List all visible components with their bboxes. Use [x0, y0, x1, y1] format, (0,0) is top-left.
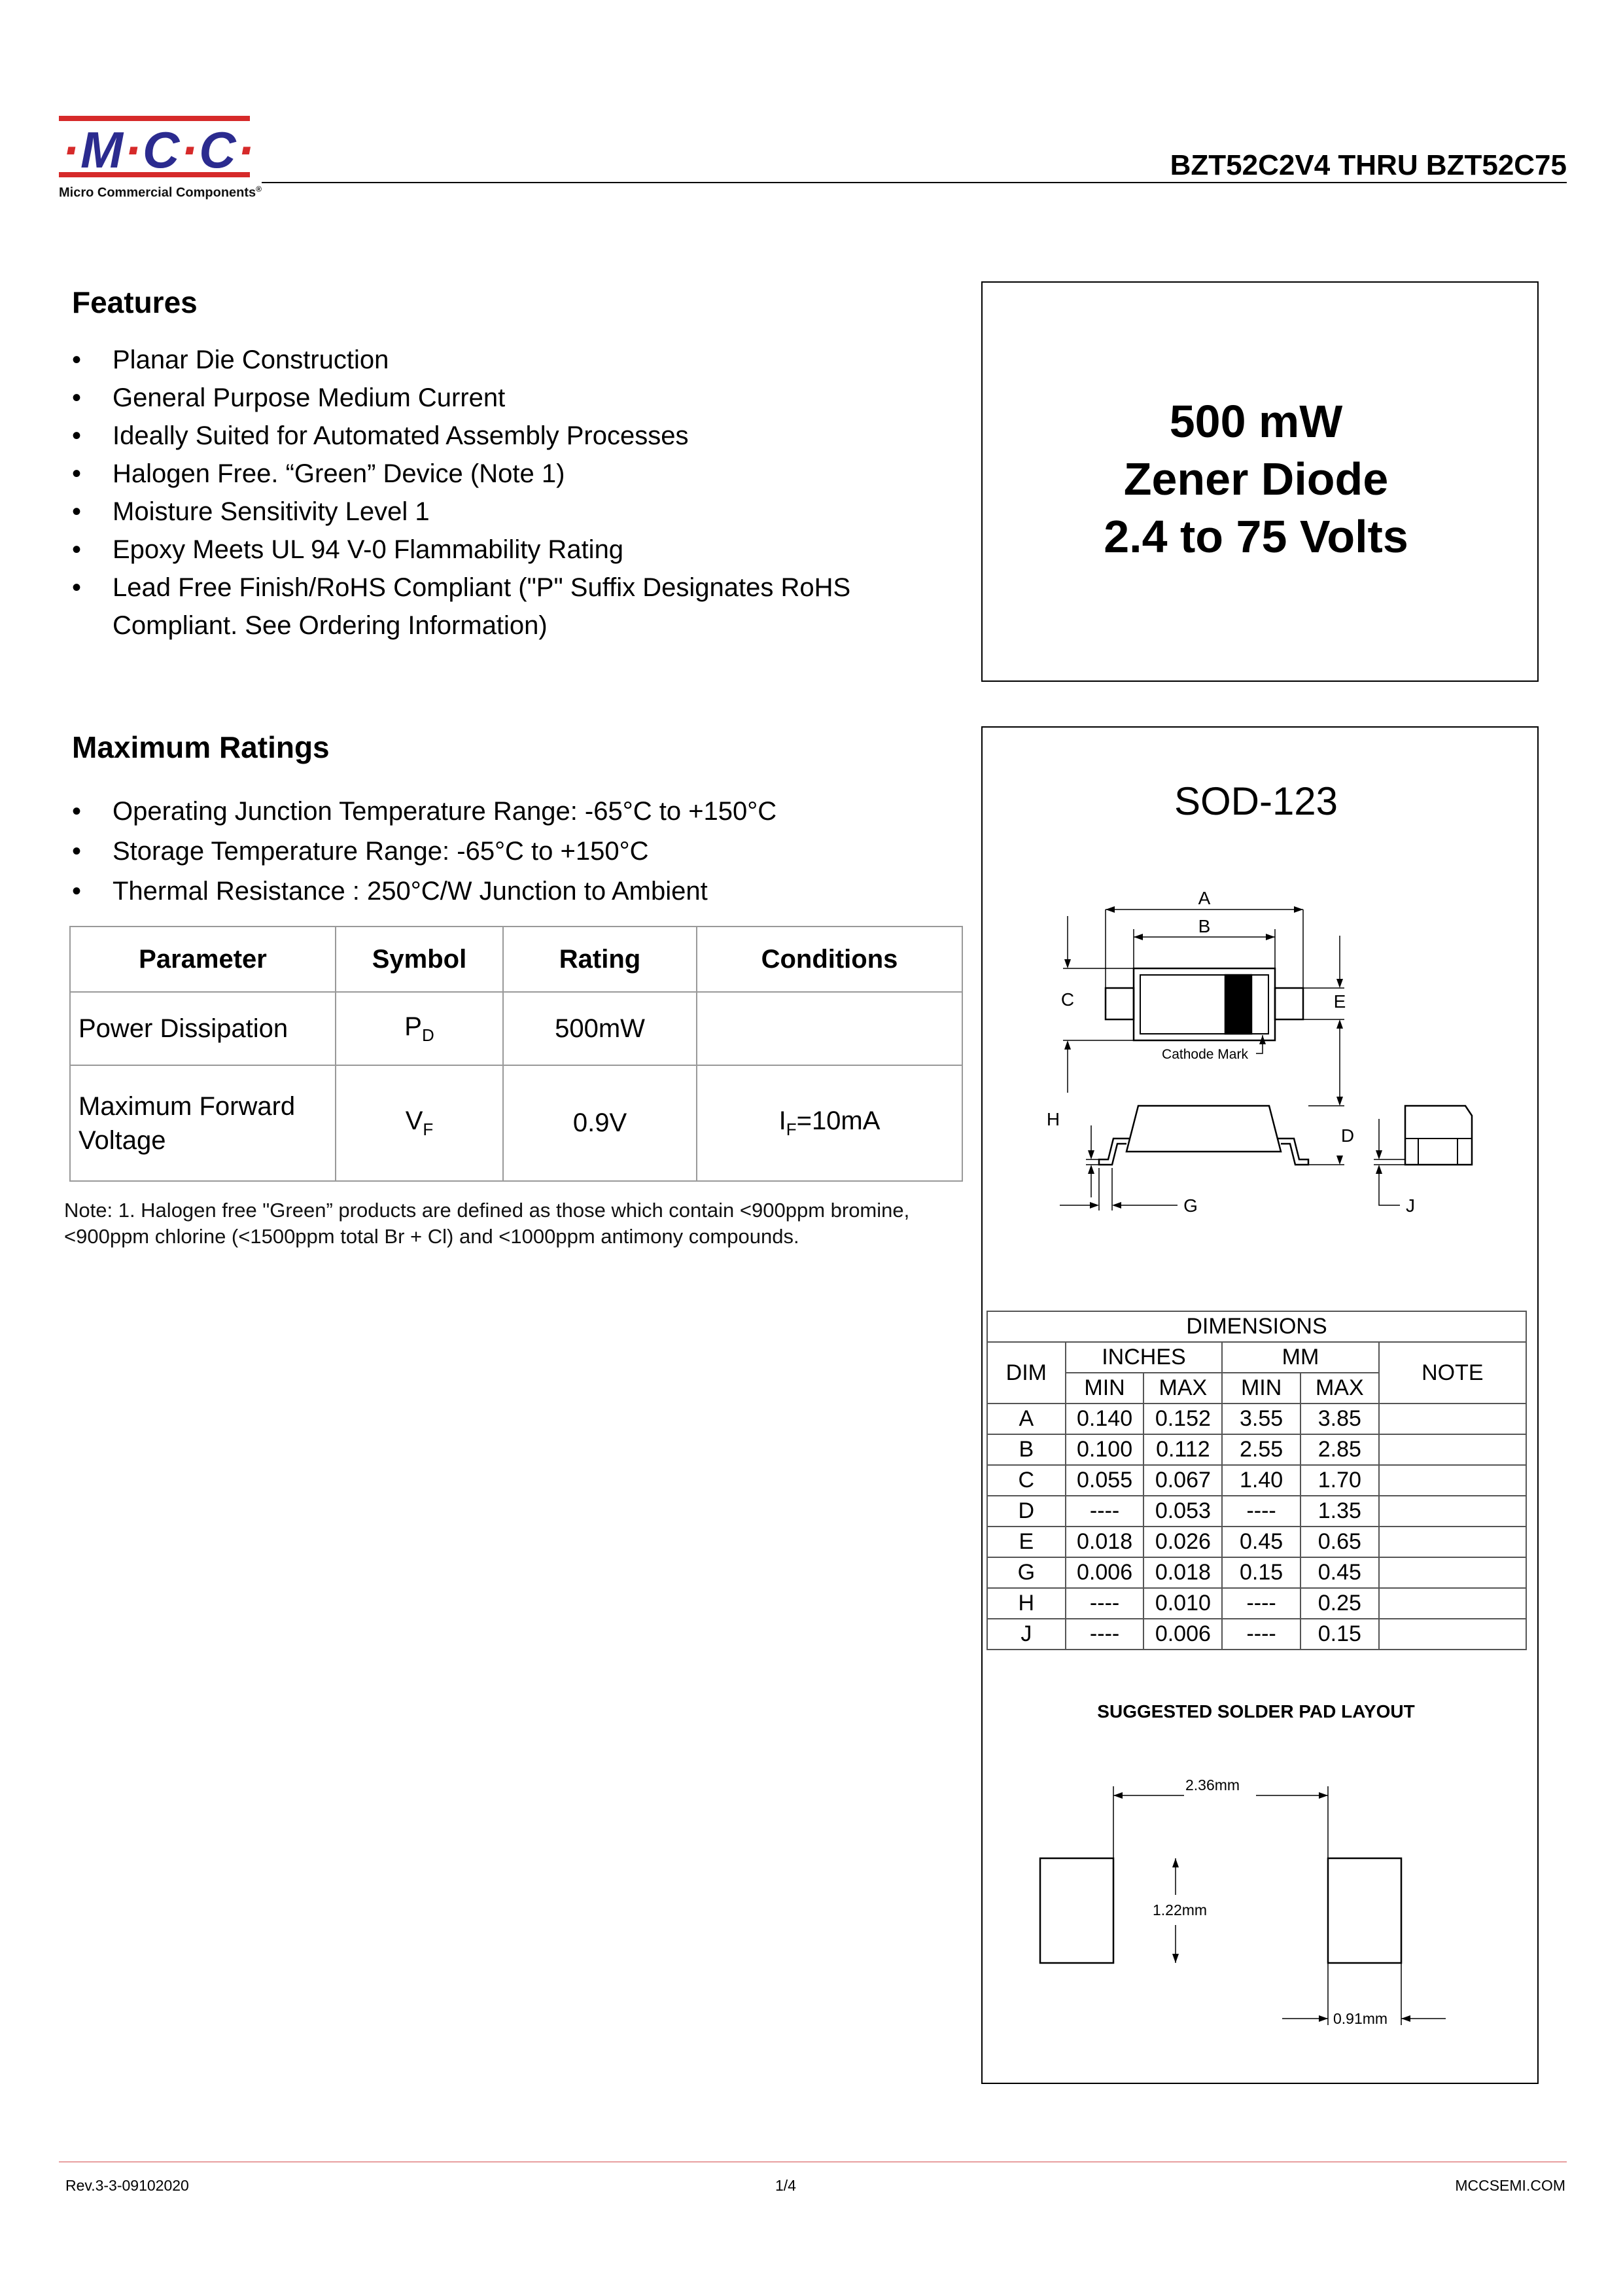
feature-item: • Moisture Sensitivity Level 1	[72, 493, 916, 531]
dimensions-title: DIMENSIONS	[987, 1311, 1526, 1342]
footer-page: 1/4	[775, 2177, 796, 2194]
dim-label-j: J	[1406, 1195, 1415, 1216]
dim-label-c: C	[1060, 989, 1075, 1010]
solder-pad-left	[1040, 1858, 1113, 1963]
features-list	[72, 341, 916, 645]
registered-mark: ®	[256, 185, 262, 194]
note-header: NOTE	[1379, 1342, 1526, 1404]
dim-label-e: E	[1333, 991, 1346, 1012]
min-header: MIN	[1066, 1373, 1144, 1404]
solder-pad-title: SUGGESTED SOLDER PAD LAYOUT	[1097, 1701, 1415, 1722]
features-heading: Features	[72, 285, 198, 319]
col-conditions: Conditions	[697, 927, 962, 992]
logo-letter-c2: C	[199, 121, 237, 179]
dim-label-b: B	[1198, 916, 1211, 936]
headline-type: Zener Diode	[1123, 453, 1389, 504]
cathode-mark-label: Cathode Mark	[1162, 1047, 1248, 1062]
conditions-cell: $I_F=10mA$	[697, 1065, 962, 1181]
dim-header: DIM	[987, 1342, 1066, 1404]
ratings-table	[69, 926, 963, 1182]
footer-site: MCCSEMI.COM	[1455, 2177, 1565, 2194]
part-range-title: BZT52C2V4 THRU BZT52C75	[1170, 149, 1567, 181]
package-drawing	[981, 890, 1539, 1243]
feature-item: • Ideally Suited for Automated Assembly Processes	[72, 417, 916, 455]
solder-height-label: 1.22mm	[1153, 1901, 1208, 1918]
dim-label-h: H	[1046, 1109, 1060, 1129]
logo-letter-c1: C	[142, 121, 181, 179]
col-parameter: Parameter	[70, 927, 336, 992]
headline	[981, 393, 1531, 565]
table-row	[70, 992, 962, 1065]
parameter-cell: Power Dissipation	[70, 992, 336, 1065]
feature-item: • General Purpose Medium Current	[72, 379, 916, 417]
symbol-cell: $P_D$	[336, 992, 503, 1065]
logo-letter-m: M	[80, 121, 124, 179]
lead-left	[1106, 988, 1134, 1019]
dim-label-a: A	[1198, 890, 1211, 908]
footer-rev: Rev.3-3-09102020	[65, 2177, 189, 2194]
ratings-list	[72, 792, 975, 911]
table-row: B 0.100 0.112 2.55 2.85	[987, 1434, 1526, 1465]
end-view	[1405, 1106, 1472, 1165]
max-header: MAX	[1143, 1373, 1222, 1404]
ratings-heading: Maximum Ratings	[72, 730, 330, 764]
table-row: C 0.055 0.067 1.40 1.70	[987, 1465, 1526, 1496]
col-symbol: Symbol	[336, 927, 503, 992]
logo-subtitle: Micro Commercial Components®	[59, 185, 262, 200]
solder-width-label: 2.36mm	[1185, 1776, 1240, 1793]
header-rule	[262, 182, 1567, 183]
dim-label-g: G	[1183, 1195, 1198, 1216]
table-row: H ---- 0.010 ---- 0.25	[987, 1588, 1526, 1619]
feature-item: • Halogen Free. “Green” Device (Note 1)	[72, 455, 916, 493]
dim-label-d: D	[1340, 1125, 1355, 1146]
conditions-cell	[697, 992, 962, 1065]
max-header: MAX	[1300, 1373, 1379, 1404]
logo-top-bar	[59, 116, 250, 121]
headline-voltage: 2.4 to 75 Volts	[1104, 511, 1408, 562]
table-row	[70, 1065, 962, 1181]
rating-item: • Storage Temperature Range: -65°C to +150°C	[72, 832, 975, 872]
table-row: E 0.018 0.026 0.45 0.65	[987, 1527, 1526, 1557]
table-row: G 0.006 0.018 0.15 0.45	[987, 1557, 1526, 1588]
table-row: D ---- 0.053 ---- 1.35	[987, 1496, 1526, 1527]
parameter-cell: Maximum Forward Voltage	[70, 1065, 336, 1181]
halogen-note: Note: 1. Halogen free "Green” products are defined as those which contain <900ppm bromine, <900ppm chlorine (<1500ppm total Br + Cl) and <1000ppm antimony compounds.	[64, 1199, 910, 1248]
rating-item: • Operating Junction Temperature Range: -65°C to +150°C	[72, 792, 975, 832]
footer-rule	[59, 2161, 1567, 2163]
feature-item: • Epoxy Meets UL 94 V-0 Flammability Rating	[72, 531, 916, 569]
rating-cell: 0.9V	[503, 1065, 697, 1181]
min-header: MIN	[1222, 1373, 1300, 1404]
col-rating: Rating	[503, 927, 697, 992]
package-name: SOD-123	[1174, 779, 1338, 823]
feature-item: • Lead Free Finish/RoHS Compliant ("P" Suffix Designates RoHS Compliant. See Ordering Information)	[72, 569, 884, 645]
body-side-view	[1126, 1106, 1281, 1152]
logo: ·M·C·C·	[62, 121, 256, 179]
lead-right	[1275, 988, 1303, 1019]
symbol-cell: $V_F$	[336, 1065, 503, 1181]
feature-item: • Planar Die Construction	[72, 341, 916, 379]
solder-pad-right	[1328, 1858, 1401, 1963]
mm-header: MM	[1222, 1342, 1378, 1373]
body-top-view	[1134, 968, 1275, 1040]
table-row: A 0.140 0.152 3.55 3.85	[987, 1404, 1526, 1434]
headline-power: 500 mW	[1169, 396, 1343, 447]
solder-pad-label: 0.91mm	[1333, 2010, 1388, 2027]
inches-header: INCHES	[1066, 1342, 1223, 1373]
cathode-band	[1225, 975, 1251, 1034]
solder-pad-drawing	[981, 1767, 1539, 2048]
rating-cell: 500mW	[503, 992, 697, 1065]
dimensions-table	[986, 1311, 1527, 1650]
table-row: J ---- 0.006 ---- 0.15	[987, 1619, 1526, 1650]
rating-item: • Thermal Resistance : 250°C/W Junction to Ambient	[72, 872, 975, 911]
